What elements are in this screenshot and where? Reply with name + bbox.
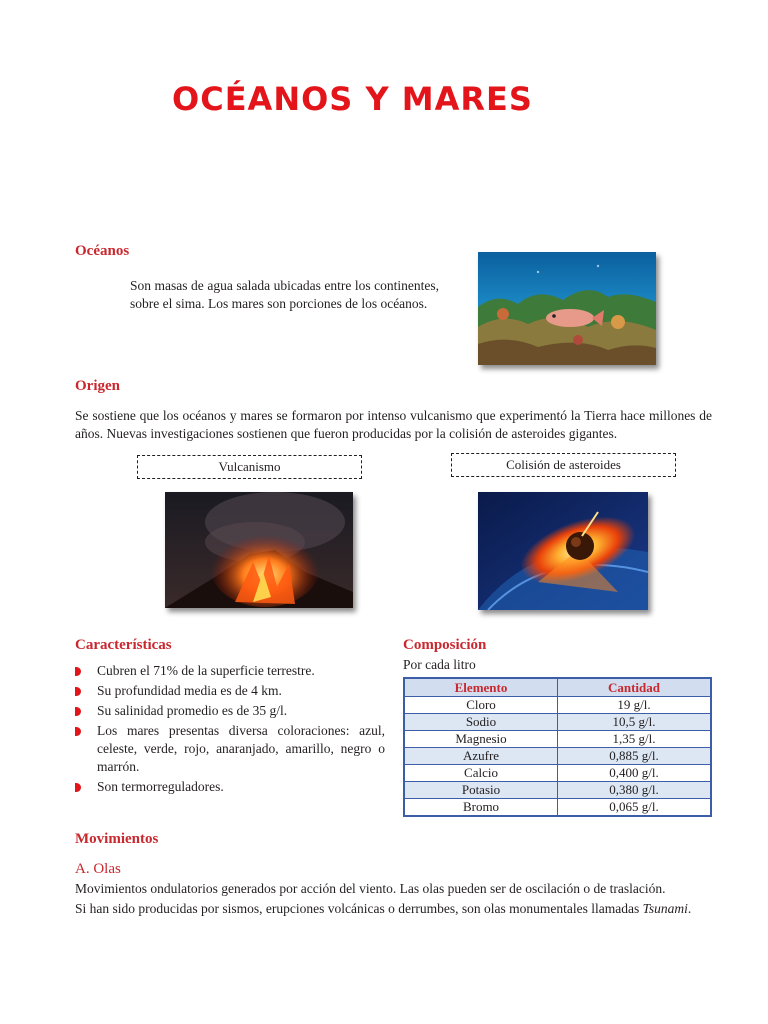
bullet-icon bbox=[75, 727, 81, 736]
table-row bbox=[404, 697, 711, 714]
tsunami-term: Tsunami bbox=[642, 901, 688, 916]
table-cell: 0,065 g/l. bbox=[558, 799, 712, 817]
colision-label-box: Colisión de asteroides bbox=[451, 453, 676, 477]
bullet-icon bbox=[75, 783, 81, 792]
table-cell: 0,885 g/l. bbox=[558, 748, 712, 765]
olas-heading: A. Olas bbox=[75, 861, 121, 877]
table-cell: Calcio bbox=[404, 765, 558, 782]
table-cell: 10,5 g/l. bbox=[558, 714, 712, 731]
page-title: OCÉANOS Y MARES bbox=[172, 80, 533, 118]
composition-table bbox=[403, 677, 712, 817]
list-item: Son termorreguladores. bbox=[75, 778, 385, 796]
bullet-icon bbox=[75, 667, 81, 676]
list-item: Cubren el 71% de la superficie terrestre. bbox=[75, 662, 385, 680]
table-cell: 19 g/l. bbox=[558, 697, 712, 714]
table-row bbox=[404, 748, 711, 765]
table-header-row bbox=[404, 678, 711, 697]
table-row bbox=[404, 731, 711, 748]
table-cell: Magnesio bbox=[404, 731, 558, 748]
volcano-photo bbox=[165, 492, 353, 608]
table-row bbox=[404, 782, 711, 799]
composicion-subtitle: Por cada litro bbox=[403, 657, 476, 672]
ocean-reef-photo bbox=[478, 252, 656, 365]
table-cell: Cloro bbox=[404, 697, 558, 714]
oceanos-text: Son masas de agua salada ubicadas entre los continentes, sobre el sima. Los mares son porciones de los océanos. bbox=[130, 278, 439, 311]
table-row bbox=[404, 714, 711, 731]
olas-text-2: Si han sido producidas por sismos, erupciones volcánicas o derrumbes, son olas monumentales llamadas Tsunami. bbox=[75, 901, 692, 916]
list-item: Su profundidad media es de 4 km. bbox=[75, 682, 385, 700]
table-row bbox=[404, 765, 711, 782]
origen-text: Se sostiene que los océanos y mares se formaron por intenso vulcanismo que experimentó la Tierra hace millones de años. Nuevas investigaciones sostienen que fueron producidas por la colisión de asteroides gigantes. bbox=[75, 408, 712, 441]
origen-heading: Origen bbox=[75, 378, 120, 394]
oceanos-heading: Océanos bbox=[75, 243, 130, 259]
bullet-icon bbox=[75, 687, 81, 696]
table-cell: Azufre bbox=[404, 748, 558, 765]
column-header: Cantidad bbox=[558, 678, 712, 697]
composicion-heading: Composición bbox=[403, 637, 487, 653]
table-cell: Bromo bbox=[404, 799, 558, 817]
table-row bbox=[404, 799, 711, 817]
table-cell: 0,400 g/l. bbox=[558, 765, 712, 782]
table-cell: 0,380 g/l. bbox=[558, 782, 712, 799]
caracteristicas-list bbox=[75, 662, 385, 798]
caracteristicas-heading: Características bbox=[75, 637, 172, 653]
movimientos-heading: Movimientos bbox=[75, 831, 159, 847]
table-cell: Sodio bbox=[404, 714, 558, 731]
list-item: Su salinidad promedio es de 35 g/l. bbox=[75, 702, 385, 720]
olas-text-1: Movimientos ondulatorios generados por acción del viento. Las olas pueden ser de oscilación o de traslación. bbox=[75, 881, 666, 896]
table-cell: Potasio bbox=[404, 782, 558, 799]
bullet-icon bbox=[75, 707, 81, 716]
asteroid-collision-photo bbox=[478, 492, 648, 610]
vulcanismo-label-box: Vulcanismo bbox=[137, 455, 362, 479]
table-cell: 1,35 g/l. bbox=[558, 731, 712, 748]
column-header: Elemento bbox=[404, 678, 558, 697]
list-item: Los mares presentas diversa coloraciones: azul, celeste, verde, rojo, anaranjado, amarillo, negro o marrón. bbox=[75, 722, 385, 776]
